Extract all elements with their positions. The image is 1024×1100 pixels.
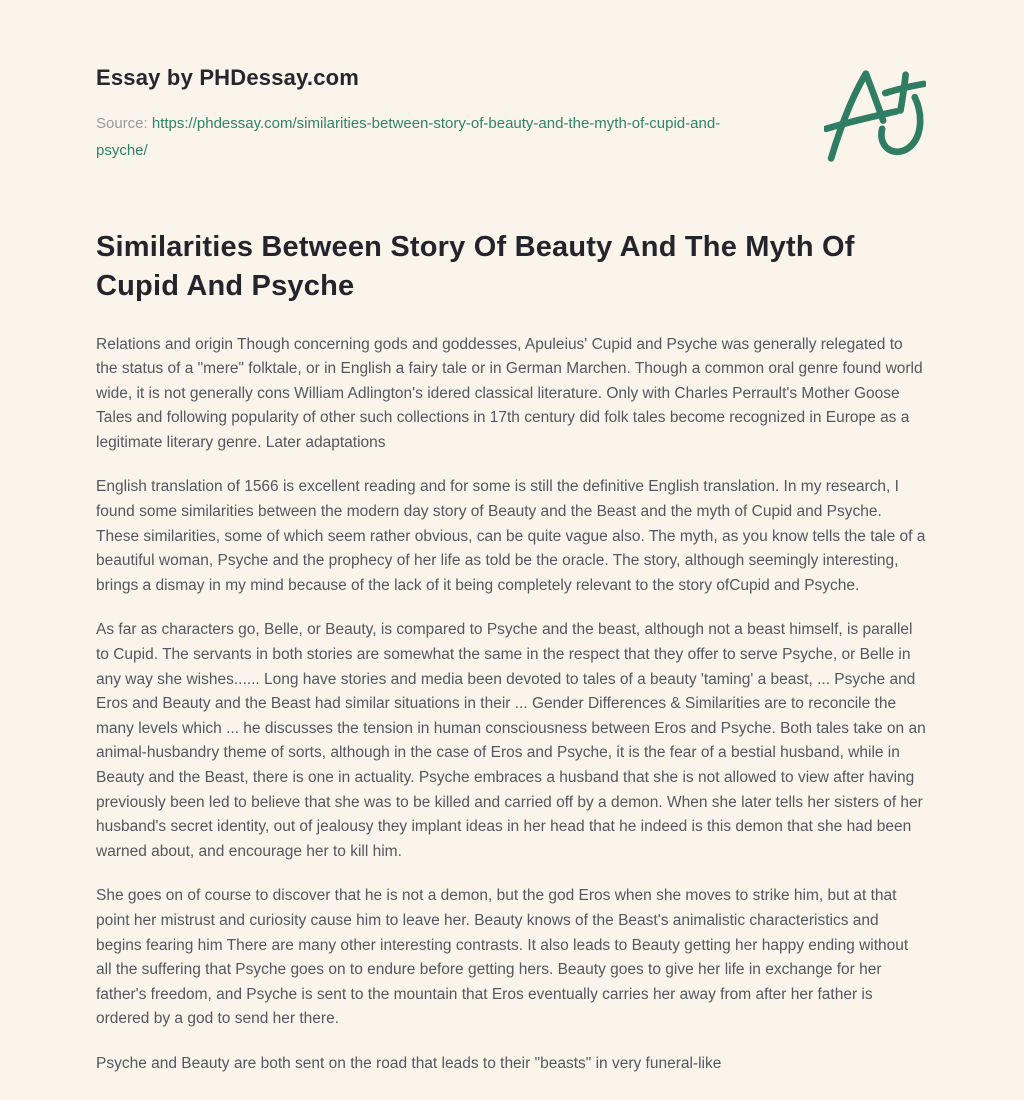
source-url-link[interactable]: https://phdessay.com/similarities-between-story-of-beauty-and-the-myth-of-cupid-and-psyche/ <box>96 114 721 159</box>
essay-paragraph-5: Psyche and Beauty are both sent on the road that leads to their "beasts" in very funeral-like <box>96 1054 722 1072</box>
essay-title: Similarities Between Story Of Beauty And The Myth Of Cupid And Psyche <box>96 230 855 302</box>
essay-paragraph-4: She goes on of course to discover that he is not a demon, but the god Eros when she moves to strike him, but at that point her mistrust and curiosity cause him to leave her. Beauty knows of the Beast's animalistic characteristics and begins fearing him There are many other interesting contrasts. It also leads to Beauty getting her happy ending without all the suffering that Psyche goes on to endure before getting hers. Beauty goes to give her life in exchange for her father's freedom, and Psyche is sent to the mountain that Eros eventually carries her away from after her father is ordered by a god to send her there. <box>96 887 909 1028</box>
essay-body <box>96 333 928 1077</box>
essay-paragraph-3: As far as characters go, Belle, or Beauty, is compared to Psyche and the beast, although not a beast himself, is parallel to Cupid. The servants in both stories are somewhat the same in the respect that they offer to serve Psyche, or Belle in any way she wishes...... Long have stories and media been devoted to tales of a beauty 'taming' a beast, ... Psyche and Eros and Beauty and the Beast had similar situations in their ... Gender Differences & Similarities are to reconcile the many levels which ... he discusses the tension in human consciousness between Eros and Psyche. Both tales take on an animal-husbandry theme of sorts, although in the case of Eros and Psyche, it is the fear of a bestial husband, while in Beauty and the Beast, there is one in actuality. Psyche embraces a husband that she is not allowed to view after having previously been led to believe that she was to be killed and carried off by a demon. When she later tells her sisters of her husband's secret identity, out of jealousy they implant ideas in her head that he indeed is this demon that she had been warned about, and encourage her to kill him. <box>96 621 926 860</box>
source-label: Source: <box>96 114 148 132</box>
phdessay-aplus-logo-icon <box>824 66 926 164</box>
essay-paragraph-2: English translation of 1566 is excellent reading and for some is still the definitive English translation. In my research, I found some similarities between the modern day story of Beauty and the Beast and the myth of Cupid and Psyche. These similarities, some of which seem rather obvious, can be quite vague also. The myth, as you know tells the tale of a beautiful woman, Psyche and the prophecy of her life as told be the oracle. The story, although seemingly interesting, brings a dismay in my mind because of the lack of it being completely relevant to the story ofCupid and Psyche. <box>96 478 926 594</box>
essay-paragraph-1: Relations and origin Though concerning gods and goddesses, Apuleius' Cupid and Psyche was generally relegated to the status of a "mere" folktale, or in English a fairy tale or in German Marchen. Though a common oral genre found world wide, it is not generally cons William Adlington's idered classical literature. Only with Charles Perrault's Mother Goose Tales and following popularity of other such collections in 17th century did folk tales become recognized in Europe as a legitimate literary genre. Later adaptations <box>96 335 923 451</box>
source-line <box>96 110 752 164</box>
site-brand-heading: Essay by PHDessay.com <box>96 65 360 90</box>
